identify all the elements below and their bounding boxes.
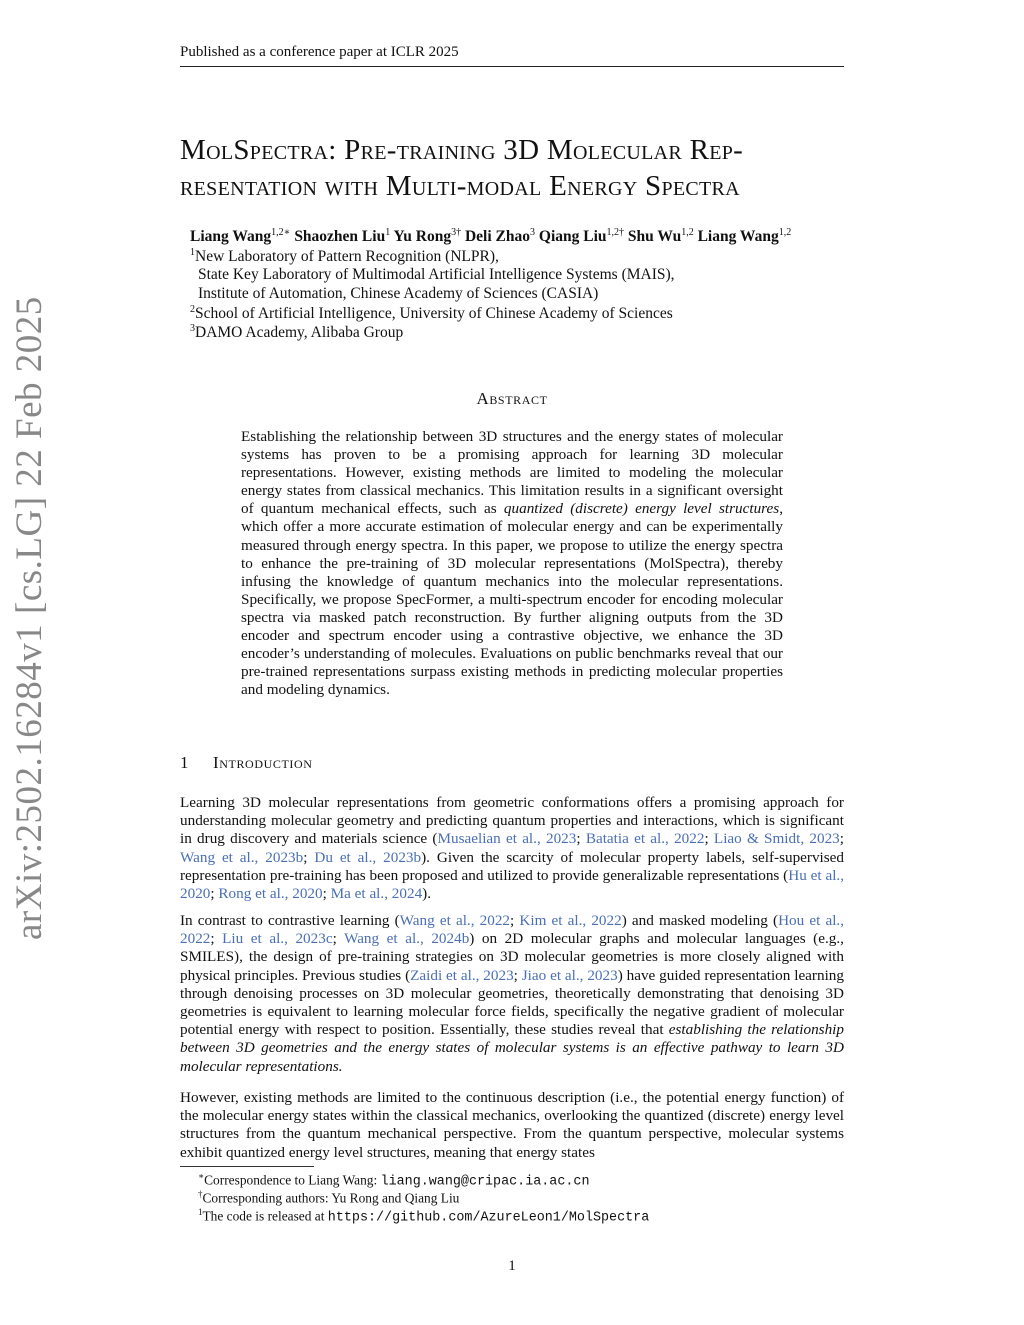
body-text: ). Given the scarcity of molecular property labels, self-supervised representation pre-training has been proposed and utilized to provide generalizable representations ( [180,848,845,884]
body-text: ; [303,848,315,866]
page-number: 1 [508,1258,516,1274]
affiliation-text: New Laboratory of Pattern Recognition (NLPR), [195,248,499,266]
body-text: In contrast to contrastive learning ( [180,912,400,929]
code-url-link[interactable]: https://github.com/AzureLeon1/MolSpectra [327,1210,650,1226]
author-affiliation-mark: 3 [530,227,536,238]
intro-paragraph-3: However, existing methods are limited to the continuous description (i.e., the potential energy function) of the molecular energy states within the classical mechanics, overlooking the quantized (discrete) energy level structures from the quantum mechanical perspective. From the quantum perspective, molecular systems exhibit quantized energy level structures, meaning that energy states [180,1089,844,1161]
email-address[interactable]: liang.wang@cripac.ia.ac.cn [380,1174,590,1190]
body-text: ; [210,930,223,948]
author: Shaozhen Liu [294,228,386,246]
author-affiliation-mark: 1,2† [606,227,625,238]
title-line-2: resentation with Multi-modal Energy Spectra [180,170,740,202]
footnote-rule [180,1166,314,1167]
footnote-mark: 1 [198,1207,203,1217]
title-line-1: MolSpectra: Pre-training 3D Molecular Rep- [180,134,744,166]
body-text: ; [576,830,586,848]
body-text: ; [210,885,219,903]
abstract-text: , which offer a more accurate estimation of molecular energy and can be experimentally measured through energy spectra. In this paper, we propose to utilize the energy spectra to enhance the pre-training of 3D molecular representations (MolSpectra), thereby infusing the knowledge of quantum mechanics into the molecular representations. Specifically, we propose SpecFormer, a multi-spectrum encoder for encoding molecular spectra via masked patch reconstruction. By further aligning outputs from the 3D encoder and spectrum encoder using a contrastive objective, we enhance the 3D encoder’s understanding of molecules. Evaluations on public benchmarks reveal that our pre-trained representations surpass existing methods in predicting molecular properties and modeling dynamics. [241,500,783,699]
body-text: ; [704,830,714,848]
footnote-text: Corresponding authors: Yu Rong and Qiang Liu [202,1190,460,1206]
footnote-mark: † [198,1189,203,1199]
citation-link[interactable]: Zaidi et al., 2023 [410,966,514,984]
author-affiliation-mark: 1 [385,227,391,238]
affiliation-2 [190,304,850,323]
paper-title [180,132,844,204]
affiliation-mark: 3 [190,323,195,334]
affiliation-text: School of Artificial Intelligence, University of Chinese Academy of Sciences [195,305,673,323]
affiliation-1-line-2: State Key Laboratory of Multimodal Artificial Intelligence Systems (MAIS), [198,266,675,283]
running-header: Published as a conference paper at ICLR 2025 [180,44,844,67]
body-text: ; [510,912,520,929]
intro-paragraph-1 [180,794,844,903]
section-number: 1 [180,753,189,772]
author: Yu Rong [393,228,452,246]
section-heading [180,753,313,773]
citation-link[interactable]: Ma et al., 2024 [330,885,423,903]
section-title: Introduction [213,753,313,772]
citation-link[interactable]: Wang et al., 2022 [399,912,511,929]
citation-link[interactable]: Du et al., 2023b [314,848,422,866]
author: Liang Wang [190,228,272,246]
intro-paragraph-2 [180,912,844,1076]
author: Qiang Liu [538,228,607,246]
abstract-body [241,428,783,699]
body-text: ). [422,885,432,903]
affiliation-1-line-3: Institute of Automation, Chinese Academy of Sciences (CASIA) [198,285,599,302]
affiliation-mark: 1 [190,247,195,258]
body-text: ) have guided representation learning through denoising processes on 3D molecular geometries, theoretically demonstrating that denoising 3D geometries is equivalent to learning molecular force fields, specifically the negative gradient of molecular potential energy with respect to position. Essentially, these studies reveal that [180,966,844,1039]
author-affiliation-mark: 3† [451,227,462,238]
affiliation-3 [190,323,850,342]
abstract-emphasis: quantized (discrete) energy level structures [503,500,780,518]
body-text: Learning 3D molecular representations from geometric conformations offers a promising approach for understanding molecular geometry and predicting quantum properties and interactions, which is significant in drug discovery and materials science ( [180,794,844,848]
body-text: ; [839,830,844,848]
citation-link[interactable]: Rong et al., 2020 [218,885,323,903]
affiliation-mark: 2 [190,304,195,315]
footnote-text: Correspondence to Liang Wang: [204,1172,381,1188]
author: Shu Wu [627,228,682,246]
footnote-3 [198,1207,858,1225]
author: Liang Wang [697,228,779,246]
body-emphasis: establishing the relationship between 3D geometries and the energy states of molecular systems is an effective pathway to learn 3D molecular representations. [180,1021,844,1075]
citation-link[interactable]: Liu et al., 2023c [222,930,333,948]
body-text: ) on 2D molecular graphs and molecular languages (e.g., SMILES), the design of pre-training strategies on 3D molecular geometries is more closely aligned with physical principles. Previous studies ( [180,930,844,984]
citation-link[interactable]: Musaelian et al., 2023 [437,830,577,848]
footnote-mark: ∗ [198,1171,205,1181]
footnote-1 [198,1171,858,1189]
author-affiliation-mark: 1,2∗ [271,227,291,238]
abstract-text: Establishing the relationship between 3D structures and the energy states of molecular systems has proven to be a promising approach for learning 3D molecular representations. However, existing methods are limited to modeling the molecular energy states from classical mechanics. This limitation results in a significant oversight of quantum mechanical effects, such as [241,428,783,518]
footnote-2 [198,1189,858,1206]
citation-link[interactable]: Hu et al., 2020 [180,866,845,903]
author: Deli Zhao [464,228,531,246]
footnote-text: The code is released at [202,1208,328,1224]
citation-link[interactable]: Kim et al., 2022 [519,912,622,929]
citation-link[interactable]: Wang et al., 2024b [344,930,470,948]
body-text: ; [322,885,331,903]
citation-link[interactable]: Jiao et al., 2023 [521,966,618,984]
affiliation-text: DAMO Academy, Alibaba Group [195,324,404,342]
citation-link[interactable]: Batatia et al., 2022 [585,830,705,848]
citation-link[interactable]: Liao & Smidt, 2023 [713,830,840,848]
author-affiliation-mark: 1,2 [778,227,792,238]
citation-link[interactable]: Hou et al., 2022 [180,912,845,948]
body-text: ; [513,966,522,984]
body-text: ) and masked modeling ( [621,912,779,929]
author-affiliation-mark: 1,2 [681,227,694,238]
abstract-heading: Abstract [476,389,548,408]
arxiv-side-identifier: arXiv:2502.16284v1 [cs.LG] 22 Feb 2025 [9,296,50,940]
body-text: ; [332,930,345,948]
author-list [190,227,850,246]
citation-link[interactable]: Wang et al., 2023b [180,848,304,866]
affiliation-1-line-1 [190,247,850,266]
